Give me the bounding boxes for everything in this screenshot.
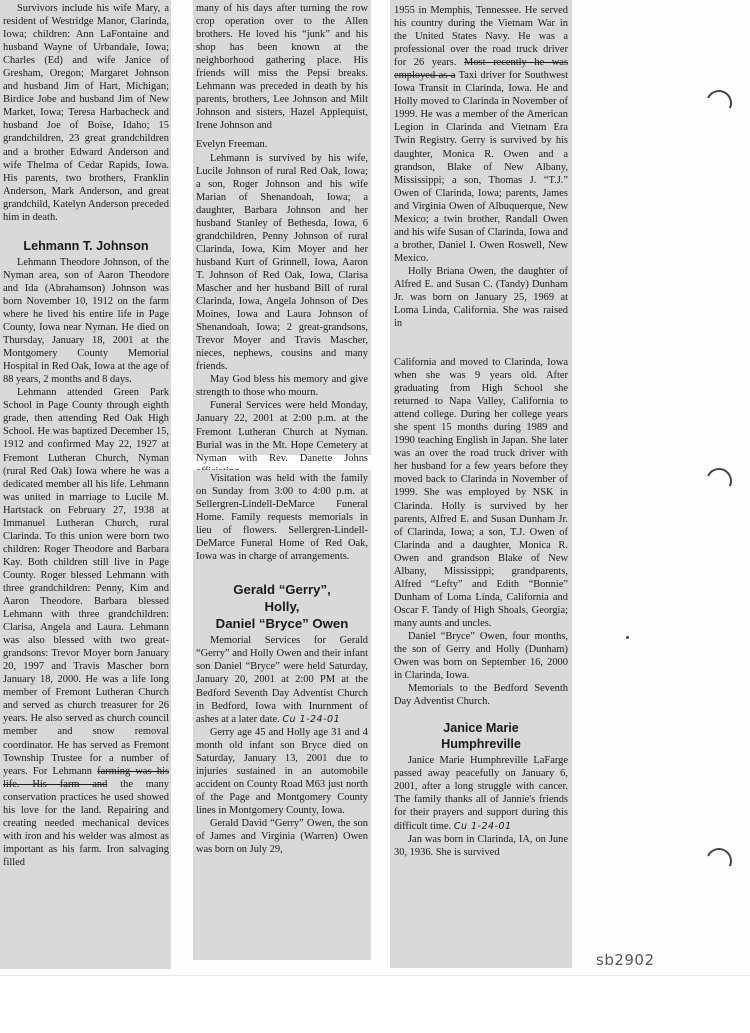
handwritten-date-note: Cu 1-24-01 (453, 820, 512, 832)
binder-hole-mark-icon (702, 464, 735, 497)
column-2-top (193, 0, 371, 464)
lehmann-continued-paragraph: many of his days after turning the row crop operation over to the Allen brothers. He loved his “junk” and his shop has been known at the neighborhood gathering place. His friends will miss the Pepsi breaks. Lehmann was preceded in death by his parents, brothers, Lee Johnson and Milt Johnson and sisters, Hazel Applequist, Irene Johnson and (196, 3, 368, 132)
owen-memorial-paragraph: Memorial Services for Gerald “Gerry” and Holly Owen and their infant son Daniel “Bryce” were held Saturday, January 20, 2001 at 2:00 PM at the Bedford Seventh Day Adventist Church in Bedford, Iowa with Inurnment of ashes at a later date. Cu 1-24-01 (196, 635, 368, 725)
column-1 (0, 0, 171, 969)
lehmann-life-paragraph: Lehmann attended Green Park School in Page County through eighth grade, then attending Red Oak High School. He was baptized December 15, 1912 and confirmed May 22, 1927 at Fremont Lutheran Church, Nyman (rural Red Oak) Iowa where he was a dedicated member all his life. Lehmann was united in marriage to Lucile M. Hartstack on February 27, 1938 at Immanuel Lutheran Church, rural Clarinda. To this union were born two children: Roger Theodore and Barbara Kay. Both children still live in Page County. Roger blessed Lehmann with three grandchildren: Penny, Kim and Aaron Theodore. Barbara blessed Lehmann with three grandchildren: Clarisa, Angela and Laura. Lehmann was also blessed with two great-grandsons: Trevor Moyer born January 20, 1997 and Travis Mascher born January 18, 2000. He was a life long member of Fremont Lutheran Church and served as church treasurer for 26 years. He also served as church council member and snow removal coordinator. He has served as Fremont Township Trustee for a number of years. For Lehmann farming was his life. His farm and the many conservation practices he used showed his love for the land. Repairing and creating needed mechanical devices with iron and his welder was almost as important as his farm. Iron salvaging filled (3, 387, 170, 868)
anderson-survivors-paragraph: Survivors include his wife Mary, a resident of Westridge Manor, Clarinda, Iowa; children: Ann LaFontaine and husband Wayne of Urbandale, Iowa; Charles (Ed) and wife Janice of Gresham, Oregon; Margaret Johnson and husband Jim of Hart, Michigan; Birdice Jobe and husband Jim of New Market, Iowa; Teresa Harbacheck and husband Joe of Boise, Idaho; 15 grandchildren, 23 great grandchildren and a brother Edward Anderson and wife Thelma of Cedar Rapids, Iowa. His parents, two brothers, Franklin Anderson, Mark Anderson, and great grandchild, Katelyn Anderson preceded him in death. (3, 3, 169, 223)
janice-birth-paragraph: Jan was born in Clarinda, IA, on June 30, 1936. She is survived (394, 833, 568, 858)
funeral-services-paragraph: Funeral Services were held Monday, January 22, 2001 at 2:00 p.m. at the Fremont Lutheran Church at Nyman. Burial was in the Mt. Hope Cemetery at Nyman with Rev. Danette Johns (196, 400, 368, 464)
visitation-paragraph: Visitation was held with the family on Sunday from 3:00 to 4:00 p.m. at Sellergren-Lindell-DeMarce Funeral Home. Family requests memorials in lieu of flowers. Sellergren-Lindell-DeMarce Funeral Home of Red Oak, Iowa was in charge of arrangements. (196, 473, 368, 563)
lehmann-birth-paragraph: Lehmann Theodore Johnson, of the Nyman area, son of Aaron Theodore and Ida (Abrahamson) Johnson was born November 10, 1912 on the farm where he lived his entire life in Page County, Iowa near Nyman. He died on Thursday, January 18, 2001 at the Montgomery County Memorial Hospital in Red Oak, Iowa at the age of 88 years, 2 months and 8 days. (3, 256, 169, 386)
gerry-birth-paragraph: Gerald David “Gerry” Owen, the son of James and Virginia (Warren) Owen was born on July 29, (196, 817, 368, 856)
obituary-heading-lehmann-johnson: Lehmann T. Johnson (23, 238, 149, 253)
scan-speck (626, 636, 629, 639)
holly-life-paragraph: California and moved to Clarinda, Iowa when she was 9 years old. After graduating from High School she returned to Napa Valley, California to attend college. During her college years she spent 15 months during 1989 and 1990 teaching English in Japan. She later was an over the road truck driver with her husband for a few years before they moved back to Clarinda in November of 1999. She was employed by NSK in Clarinda. Holly is survived by her parents, Alfred E. and Susan Dunham Jr. of Clarinda, Iowa; a son, T.J. Owen of Clarinda and a daughter, Monica R. Owen and grandson Blake of New Albany, Mississippi; grandparents, Alfred “Lefty” and Edith “Bonnie” Dunham of Loma Linda, California and Oscar F. Tandy of High Shoals, Georgia; many aunts and uncles. (394, 357, 568, 629)
obituary-heading-owen: Gerald “Gerry”, Holly, Daniel “Bryce” Owen (215, 582, 349, 632)
column-2-bottom (193, 470, 371, 960)
owen-accident-paragraph: Gerry age 45 and Holly age 31 and 4 month old infant son Bryce died on Saturday, January 13, 2001 due to injuries sustained in an automobile accident on County Road M63 just north of the Page and Montgomery County lines in Montgomery County, Iowa. (196, 726, 368, 816)
handwritten-date-note: Cu 1-24-01 (282, 713, 341, 725)
memorials-paragraph: Memorials to the Bedford Seventh Day Adventist Church. (394, 683, 568, 708)
binder-hole-mark-icon (702, 844, 735, 877)
blessing-paragraph: May God bless his memory and give strength to those who mourn. (196, 374, 368, 399)
lehmann-survivors-paragraph: Lehmann is survived by his wife, Lucile Johnson of rural Red Oak, Iowa; a son, Roger Johnson and his wife Marian of Shenandoah, Iowa; a daughter, Barbara Johnson and her husband Stanley of Bethesda, Iowa, 6 grandchildren, Penny Johnson of rural Clarinda, Iowa, Kim Moyer and her husband Kurt of Grinnell, Iowa, Aaron T. Johnson of Red Oak, Iowa, Clarisa Mascher and her husband Bill of rural Clarinda, Iowa, Angela Johnson of Des Moines, Iowa and Laura Johnson of Shenandoah, Iowa; 2 great-grandsons, Trevor Moyer and Travis Mascher, nieces, nephews, cousins and many friends. (196, 152, 368, 373)
gerry-life-paragraph: 1955 in Memphis, Tennessee. He served his country during the Vietnam War in the United States Navy. He was a professional over the road truck driver for 26 years. Most recently he was employed as a Taxi driver for Southwest Iowa Transit in Clarinda, Iowa. He and Holly moved to Clarinda in November of 1999. He was a member of the American Legion in Clarinda and Vietnam Era Twin Registry. Gerry is survived by his daughter, Monica R. Owen and a grandson, Blake of New Albany, Mississippi; a son, Thomas J. “T.J.” Owen of Clarinda, Iowa; parents, James and Virginia Owen of Albuquerque, New Mexico; a twin brother, Randall Owen and his wife Susan of Clarinda, Iowa and a brother, Daniel I. Owen Roswell, New Mexico. (394, 5, 568, 264)
column-3-bottom (390, 352, 572, 968)
struck-text: Most recently he was employed as a (394, 57, 568, 82)
obituary-heading-humphreville: Janice Marie Humphreville (441, 721, 521, 752)
column-3-top (390, 0, 572, 352)
lehmann-continued-ending: Evelyn Freeman. (196, 139, 268, 151)
binder-hole-mark-icon (702, 86, 735, 119)
holly-birth-paragraph: Holly Briana Owen, the daughter of Alfred E. and Susan C. (Tandy) Dunham Jr. was born on January 25, 1969 at Loma Linda, California. She was raised in (394, 265, 568, 330)
archive-number-handwritten: sb2902 (596, 951, 655, 969)
bryce-paragraph: Daniel “Bryce” Owen, four months, the son of Gerry and Holly (Dunham) Owen was born on September 16, 2000 in Clarinda, Iowa. (394, 630, 568, 682)
janice-passing-paragraph: Janice Marie Humphreville LaFarge passed away peacefully on January 6, 2001, after a long struggle with cancer. The family thanks all of Jannie's friends for their prayers and support during this difficult time. Cu 1-24-01 (394, 755, 568, 832)
struck-text: farming was his life. His farm and (3, 765, 170, 790)
